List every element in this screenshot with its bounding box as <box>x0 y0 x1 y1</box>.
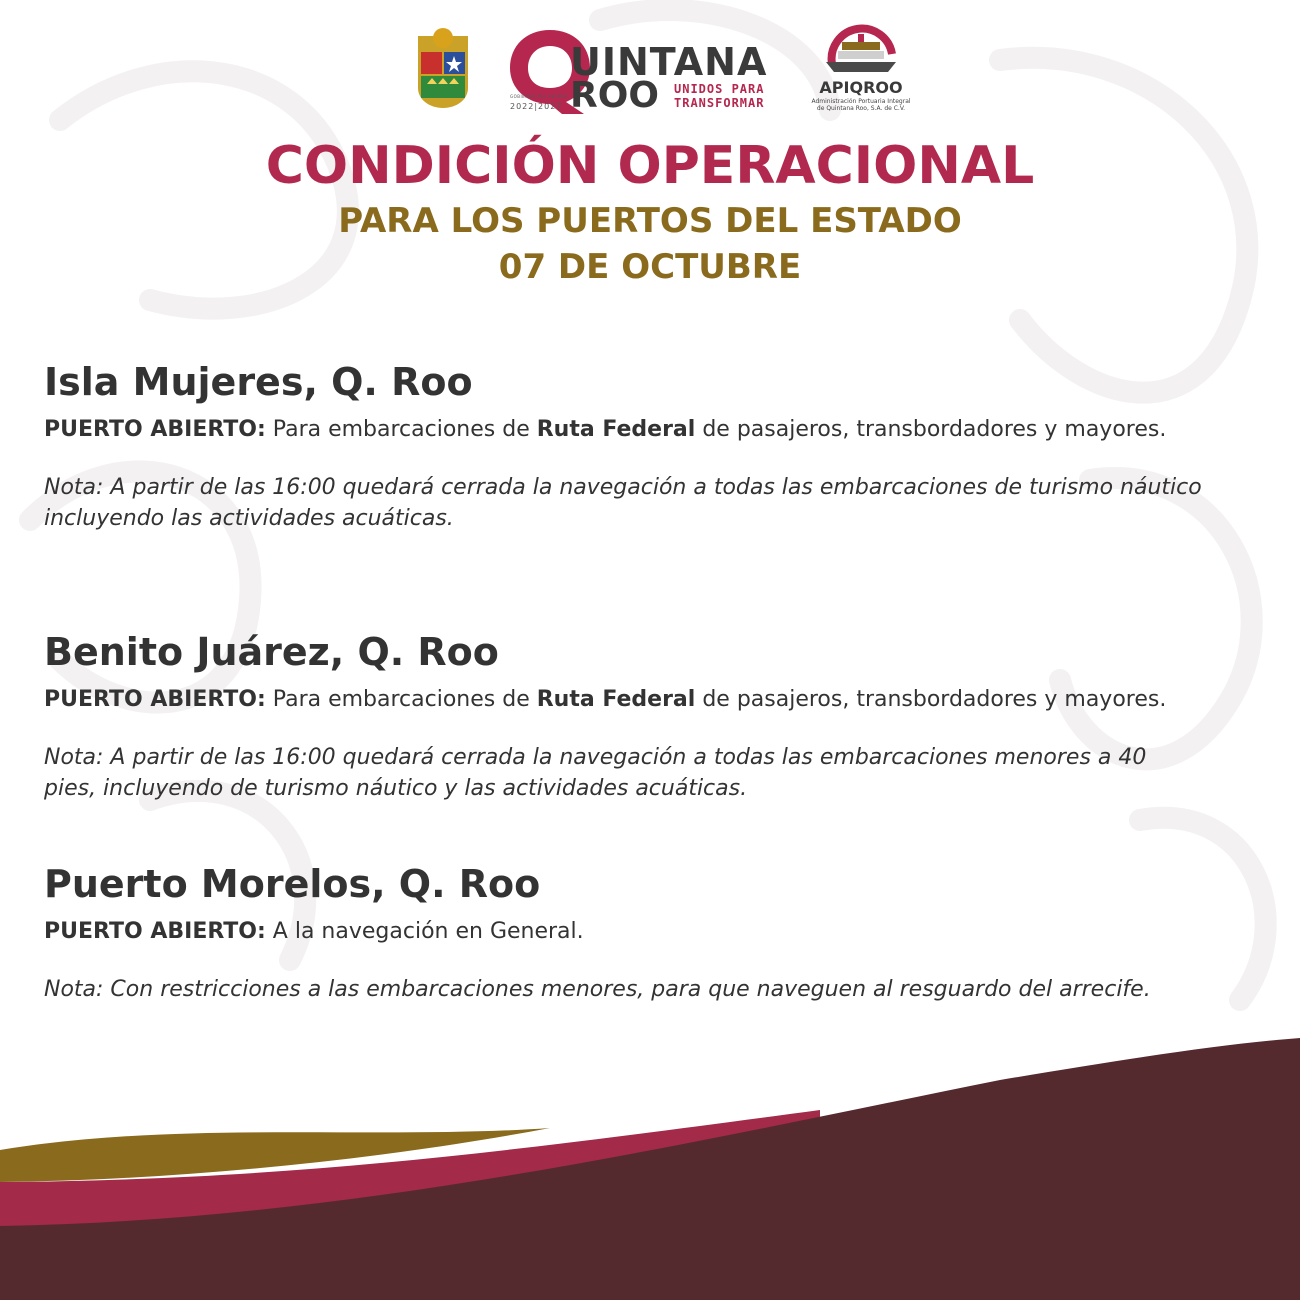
port-section-isla-mujeres <box>44 360 1204 534</box>
roo-word: ROO <box>570 75 659 116</box>
status-text-end: de pasajeros, transbordadores y mayores. <box>695 417 1167 442</box>
status-label: PUERTO ABIERTO: <box>44 919 266 944</box>
apiqroo-name: APIQROO <box>819 78 903 97</box>
port-section-benito-juarez <box>44 630 1204 804</box>
government-label: GOBIERNO DEL ESTADO <box>510 94 568 99</box>
slogan-line-2: TRANSFORMAR <box>674 96 765 110</box>
page-title: CONDICIÓN OPERACIONAL <box>265 136 1035 196</box>
apiqroo-logo <box>808 24 914 120</box>
port-status <box>44 414 1204 446</box>
state-coat-of-arms-icon <box>412 26 474 110</box>
status-bold-text: Ruta Federal <box>536 687 696 712</box>
port-note: Nota: A partir de las 16:00 quedará cerrada la navegación a todas las embarcaciones menores a 40 pies, incluyendo de turismo náutico y las actividades acuáticas. <box>44 745 1147 801</box>
status-text: A la navegación en General. <box>265 919 584 944</box>
port-section-puerto-morelos <box>44 862 1204 1005</box>
port-name: Isla Mujeres, Q. Roo <box>44 360 473 404</box>
status-text-end: de pasajeros, transbordadores y mayores. <box>695 687 1167 712</box>
quintana-word: UINTANA <box>570 40 768 84</box>
status-bold-text: Ruta Federal <box>536 417 696 442</box>
quintana-roo-logo <box>504 24 774 116</box>
status-text: Para embarcaciones de <box>265 417 537 442</box>
port-note: Nota: A partir de las 16:00 quedará cerrada la navegación a todas las embarcaciones de turismo náutico incluyendo las actividades acuáticas. <box>44 475 1202 531</box>
page-subtitle: PARA LOS PUERTOS DEL ESTADO <box>338 201 962 241</box>
port-name: Benito Juárez, Q. Roo <box>44 630 499 674</box>
page-date: 07 DE OCTUBRE <box>498 247 802 287</box>
port-status <box>44 684 1204 716</box>
logo-bar <box>0 24 1300 124</box>
apiqroo-subtitle-2: de Quintana Roo, S.A. de C.V. <box>816 105 906 112</box>
decorative-waves <box>0 1030 1300 1300</box>
status-text: Para embarcaciones de <box>265 687 537 712</box>
status-label: PUERTO ABIERTO: <box>44 417 266 442</box>
header <box>0 136 1300 290</box>
apiqroo-subtitle-1: Administración Portuaria Integral <box>811 98 911 105</box>
port-note: Nota: Con restricciones a las embarcaciones menores, para que naveguen al resguardo del arrecife. <box>44 977 1151 1002</box>
port-name: Puerto Morelos, Q. Roo <box>44 862 541 906</box>
port-ship-icon <box>818 24 902 80</box>
status-label: PUERTO ABIERTO: <box>44 687 266 712</box>
slogan-line-1: UNIDOS PARA <box>674 82 765 96</box>
government-years: 2022|2027 <box>510 102 563 111</box>
port-status <box>44 916 1204 948</box>
